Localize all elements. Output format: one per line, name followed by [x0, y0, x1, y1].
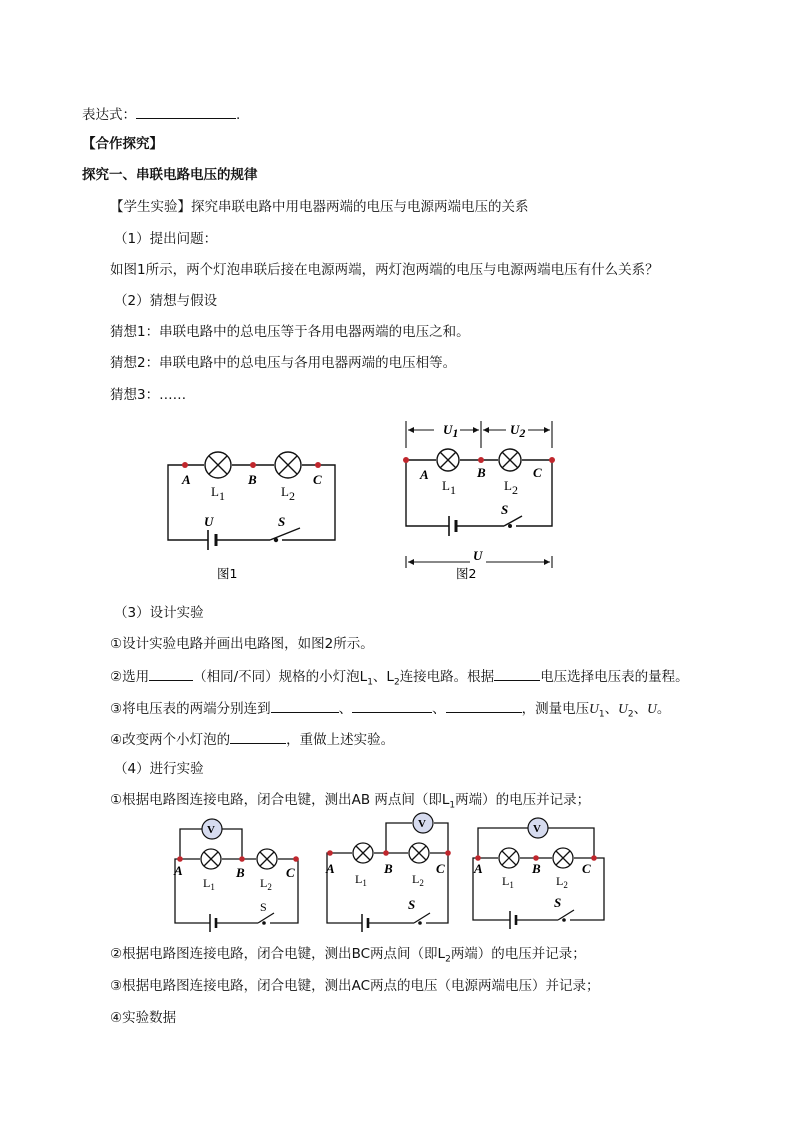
- fig2-label-a: A: [420, 467, 429, 482]
- guess2-text: 猜想2：串联电路中的总电压与各用电器两端的电压相等。: [110, 355, 457, 371]
- fig1-lamp1-label: L1: [211, 484, 225, 503]
- voltmeter-circuit-ac: [470, 815, 610, 923]
- svg-text:L2: $L_2$: [556, 874, 568, 890]
- design1-text: ①设计实验电路并画出电路图，如图2所示。: [110, 636, 374, 652]
- figure1-circuit: [160, 440, 340, 585]
- do2-text: ②根据电路图连接电路，闭合电键，测出BC两点间（即$L_2$两端）的电压并记录；: [110, 946, 586, 965]
- fig1-source-label: U: [204, 514, 214, 529]
- explore1-title: 探究一、串联电路电压的规律: [82, 167, 258, 183]
- step3-heading: （3）设计实验: [114, 605, 204, 621]
- blank-same-different[interactable]: [149, 666, 193, 681]
- svg-text:C: C: [582, 861, 591, 876]
- svg-text:L1: $L_1$: [502, 874, 514, 890]
- fig2-label-c: C: [533, 465, 542, 480]
- svg-text:S: S: [554, 895, 562, 910]
- fig2-switch-label: S: [501, 502, 509, 517]
- voltmeter-icon: V: [207, 824, 215, 836]
- fig1-lamp2-label: L2: [281, 484, 295, 503]
- blank-change-property[interactable]: [230, 729, 286, 744]
- voltmeter-icon: V: [533, 823, 541, 835]
- blank-point-1[interactable]: [271, 698, 339, 713]
- guess1-text: 猜想1：串联电路中的总电压等于各用电器两端的电压之和。: [110, 324, 470, 340]
- design3-text: ③将电压表的两端分别连到 、 、 ，测量电压$U_1$、$U_2$、U。: [110, 698, 670, 724]
- svg-text:A: A: [174, 863, 183, 878]
- blank-point-3[interactable]: [446, 698, 522, 713]
- fig2-u1-label: U1: [443, 422, 459, 440]
- svg-text:A: A: [474, 861, 483, 876]
- step1-heading: （1）提出问题：: [114, 231, 218, 247]
- guess3-text: 猜想3：……: [110, 387, 187, 403]
- fig2-u2-label: U2: [510, 422, 526, 440]
- design2-text: ②选用 （相同/不同）规格的小灯泡$L_1$、$L_2$连接电路。根据 电压选择电压表的量程。: [110, 666, 689, 692]
- expression-line: [82, 104, 240, 124]
- blank-point-2[interactable]: [352, 698, 432, 713]
- do4-text: ④实验数据: [110, 1010, 177, 1026]
- fig2-u-label: U: [473, 548, 483, 563]
- fig2-caption: 图2: [456, 566, 477, 581]
- figure2-circuit: [400, 418, 560, 583]
- do1-text: ①根据电路图连接电路，闭合电键，测出AB 两点间（即$L_1$两端）的电压并记录；: [110, 792, 591, 811]
- step2-heading: （2）猜想与假设: [114, 293, 218, 309]
- fig1-switch-label: S: [278, 514, 286, 529]
- voltmeter-circuit-bc: [322, 815, 462, 927]
- blank-voltage[interactable]: [494, 666, 540, 681]
- svg-text:L2: $L_2$: [412, 872, 424, 888]
- fig2-label-b: B: [477, 465, 486, 480]
- svg-text:B: B: [384, 861, 393, 876]
- fig1-label-b: B: [248, 472, 257, 487]
- step4-heading: （4）进行实验: [114, 761, 204, 777]
- expression-label: 表达式：: [82, 107, 136, 123]
- design4-text: ④改变两个小灯泡的 ，重做上述实验。: [110, 729, 394, 749]
- svg-text:A: A: [326, 861, 335, 876]
- expression-blank[interactable]: [136, 104, 236, 119]
- fig2-lamp1-label: L1: [442, 478, 456, 497]
- svg-text:S: S: [408, 897, 416, 912]
- fig1-caption: 图1: [217, 566, 238, 581]
- do3-text: ③根据电路图连接电路，闭合电键，测出AC两点的电压（电源两端电压）并记录；: [110, 978, 600, 994]
- expression-end: .: [236, 107, 241, 123]
- svg-text:L1: $L_1$: [355, 872, 367, 888]
- svg-text:B: B: [236, 865, 245, 880]
- svg-text:C: C: [436, 861, 445, 876]
- fig1-label-a: A: [182, 472, 191, 487]
- voltmeter-circuit-ab: [170, 815, 310, 927]
- fig1-label-c: C: [313, 472, 322, 487]
- svg-text:L2: $L_2$: [260, 876, 272, 892]
- svg-text:C: C: [286, 865, 295, 880]
- question-text: 如图1所示，两个灯泡串联后接在电源两端，两灯泡两端的电压与电源两端电压有什么关系？: [110, 262, 659, 278]
- voltmeter-icon: V: [418, 818, 426, 830]
- svg-text:B: B: [532, 861, 541, 876]
- student-experiment: 【学生实验】探究串联电路中用电器两端的电压与电源两端电压的关系: [110, 199, 529, 215]
- coop-heading: 【合作探究】: [82, 136, 163, 152]
- fig2-lamp2-label: L2: [504, 478, 518, 497]
- svg-text:L1: $L_1$: [203, 876, 215, 892]
- svg-text:S: S: [260, 900, 267, 914]
